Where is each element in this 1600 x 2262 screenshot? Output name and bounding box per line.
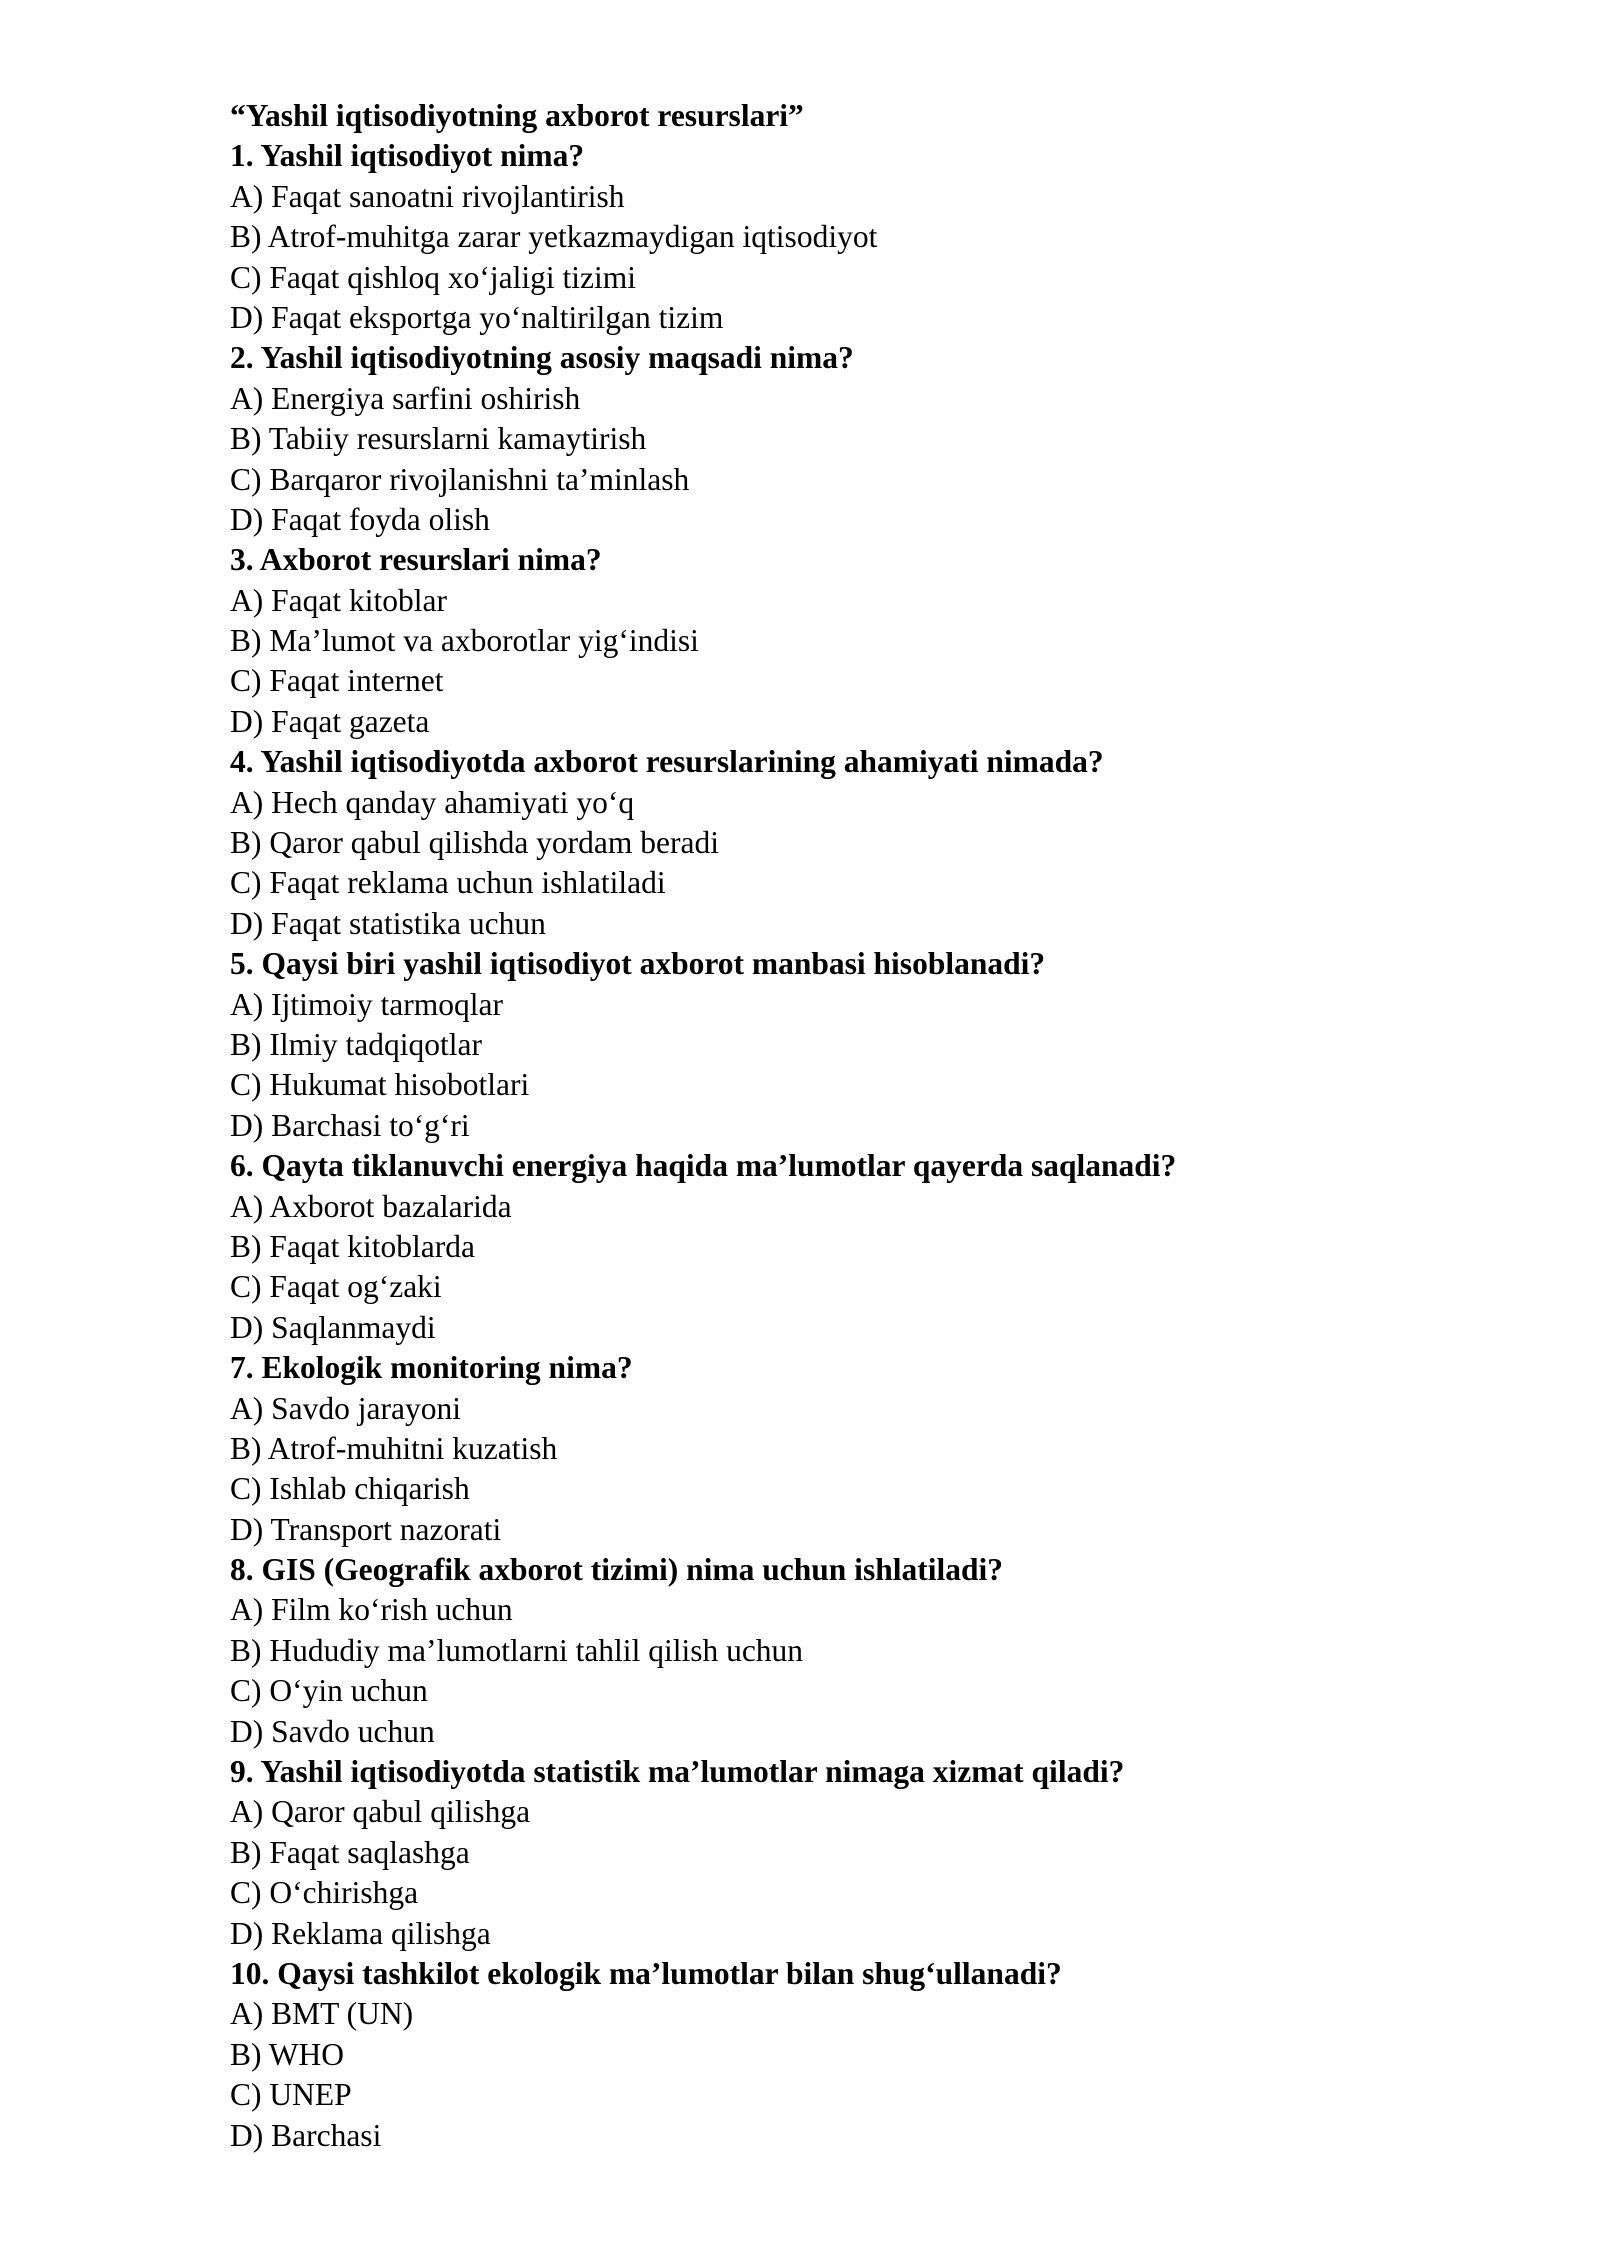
- option-c: C) Faqat qishloq xo‘jaligi tizimi: [230, 259, 636, 295]
- option-b: B) Ilmiy tadqiqotlar: [230, 1026, 482, 1062]
- option-d: D) Saqlanmaydi: [230, 1309, 436, 1345]
- option-c: C) Barqaror rivojlanishni ta’minlash: [230, 461, 690, 497]
- option-a: A) Ijtimoiy tarmoqlar: [230, 986, 503, 1022]
- option-a: A) Faqat kitoblar: [230, 582, 447, 618]
- option-d: D) Faqat foyda olish: [230, 501, 490, 537]
- option-c: C) Faqat og‘zaki: [230, 1269, 442, 1305]
- option-d: D) Savdo uchun: [230, 1713, 435, 1749]
- option-c: C) O‘chirishga: [230, 1875, 419, 1911]
- option-d: D) Barchasi to‘g‘ri: [230, 1107, 470, 1143]
- option-b: B) Qaror qabul qilishda yordam beradi: [230, 825, 719, 861]
- option-d: D) Barchasi: [230, 2117, 382, 2153]
- question-text: 10. Qaysi tashkilot ekologik ma’lumotlar bilan shug‘ullanadi?: [230, 1955, 1062, 1991]
- option-b: B) Tabiiy resurslarni kamaytirish: [230, 421, 647, 457]
- option-c: C) UNEP: [230, 2077, 352, 2113]
- option-c: C) Faqat internet: [230, 663, 444, 699]
- document-title: “Yashil iqtisodiyotning axborot resurslari”: [230, 98, 804, 133]
- option-b: B) Ma’lumot va axborotlar yig‘indisi: [230, 623, 699, 659]
- option-a: A) Savdo jarayoni: [230, 1390, 461, 1426]
- question-text: 4. Yashil iqtisodiyotda axborot resurslarining ahamiyati nimada?: [230, 744, 1104, 780]
- option-a: A) Film ko‘rish uchun: [230, 1592, 513, 1628]
- question-text: 8. GIS (Geografik axborot tizimi) nima uchun ishlatiladi?: [230, 1552, 1003, 1588]
- option-b: B) Hududiy ma’lumotlarni tahlil qilish uchun: [230, 1632, 804, 1668]
- question-text: 2. Yashil iqtisodiyotning asosiy maqsadi nima?: [230, 340, 854, 376]
- option-a: A) Energiya sarfini oshirish: [230, 380, 581, 416]
- option-a: A) Qaror qabul qilishga: [230, 1794, 531, 1830]
- option-a: A) Faqat sanoatni rivojlantirish: [230, 178, 625, 214]
- option-b: B) Atrof-muhitni kuzatish: [230, 1430, 558, 1466]
- question-text: 6. Qayta tiklanuvchi energiya haqida ma’lumotlar qayerda saqlanadi?: [230, 1148, 1177, 1184]
- option-b: B) Faqat kitoblarda: [230, 1228, 475, 1264]
- question-text: 5. Qaysi biri yashil iqtisodiyot axborot manbasi hisoblanadi?: [230, 946, 1046, 982]
- option-b: B) WHO: [230, 2036, 345, 2072]
- option-d: D) Transport nazorati: [230, 1511, 502, 1547]
- question-2: [230, 338, 1530, 540]
- question-10: [230, 1954, 1530, 2156]
- option-d: D) Faqat eksportga yo‘naltirilgan tizim: [230, 299, 724, 335]
- question-1: [230, 136, 1530, 338]
- option-a: A) Axborot bazalarida: [230, 1188, 512, 1224]
- question-text: 7. Ekologik monitoring nima?: [230, 1350, 633, 1386]
- question-text: 3. Axborot resurslari nima?: [230, 542, 602, 578]
- option-c: C) Faqat reklama uchun ishlatiladi: [230, 865, 666, 901]
- option-b: B) Faqat saqlashga: [230, 1834, 470, 1870]
- option-a: A) BMT (UN): [230, 1996, 414, 2032]
- question-6: [230, 1146, 1530, 1348]
- option-c: C) Ishlab chiqarish: [230, 1471, 470, 1507]
- option-d: D) Faqat statistika uchun: [230, 905, 546, 941]
- question-4: [230, 742, 1530, 944]
- document-page: [230, 96, 1530, 2156]
- option-d: D) Faqat gazeta: [230, 703, 430, 739]
- option-c: C) Hukumat hisobotlari: [230, 1067, 530, 1103]
- question-9: [230, 1752, 1530, 1954]
- question-5: [230, 944, 1530, 1146]
- question-3: [230, 540, 1530, 742]
- question-7: [230, 1348, 1530, 1550]
- option-d: D) Reklama qilishga: [230, 1915, 491, 1951]
- question-8: [230, 1550, 1530, 1752]
- option-b: B) Atrof-muhitga zarar yetkazmaydigan iqtisodiyot: [230, 219, 878, 255]
- question-text: 1. Yashil iqtisodiyot nima?: [230, 138, 585, 174]
- option-a: A) Hech qanday ahamiyati yo‘q: [230, 784, 635, 820]
- question-text: 9. Yashil iqtisodiyotda statistik ma’lumotlar nimaga xizmat qiladi?: [230, 1754, 1125, 1790]
- option-c: C) O‘yin uchun: [230, 1673, 428, 1709]
